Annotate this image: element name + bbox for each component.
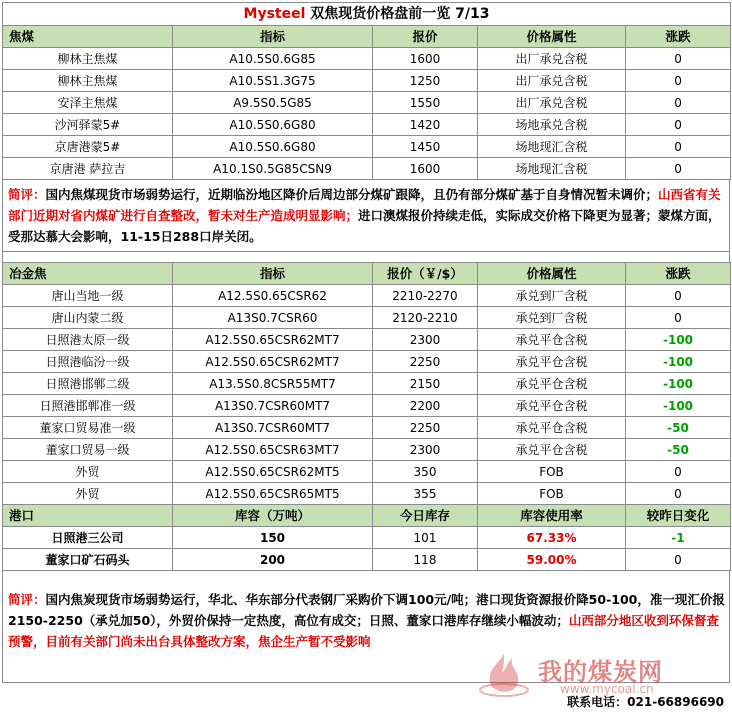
- coal-table-body: [3, 48, 731, 180]
- coal-header-row: [3, 26, 731, 48]
- coke-cell-price-type: 承兑平仓含税: [478, 395, 626, 417]
- port-comment-label: 简评：: [8, 592, 46, 607]
- coal-cell-price-type: 场地承兑含税: [478, 114, 626, 136]
- port-header-usage: 库容使用率: [478, 505, 626, 527]
- coke-cell-price-type: 承兑平仓含税: [478, 351, 626, 373]
- coke-cell-price: 2250: [373, 417, 478, 439]
- watermark-text: 我的煤炭网: [538, 658, 663, 686]
- coke-row: [3, 307, 731, 329]
- coke-row: [3, 461, 731, 483]
- coke-cell-price-type: 承兑平仓含税: [478, 373, 626, 395]
- coke-table: [2, 262, 731, 571]
- coal-row: [3, 70, 731, 92]
- coke-row: [3, 285, 731, 307]
- title-text: 双焦现货价格盘前一览 7/13: [305, 6, 490, 22]
- coal-cell-change: 0: [626, 48, 731, 70]
- coke-cell-name: 日照港邯郸准一级: [3, 395, 173, 417]
- coke-cell-spec: A12.5S0.65CSR62: [173, 285, 373, 307]
- coke-header-name: 冶金焦: [3, 263, 173, 285]
- brand-name: Mysteel: [243, 6, 306, 22]
- coal-cell-spec: A10.5S1.3G75: [173, 70, 373, 92]
- port-cell-usage: 59.00%: [478, 549, 626, 571]
- coal-cell-spec: A9.5S0.5G85: [173, 92, 373, 114]
- coke-header-price: 报价（￥/$）: [373, 263, 478, 285]
- coke-cell-change: 0: [626, 483, 731, 505]
- coal-cell-name: 沙河驿蒙5#: [3, 114, 173, 136]
- coal-cell-name: 京唐港蒙5#: [3, 136, 173, 158]
- coal-row: [3, 114, 731, 136]
- port-cell-stock: 101: [373, 527, 478, 549]
- coke-cell-change: 0: [626, 285, 731, 307]
- coke-cell-spec: A12.5S0.65CSR62MT7: [173, 329, 373, 351]
- coal-cell-change: 0: [626, 70, 731, 92]
- coke-cell-spec: A12.5S0.65CSR62MT5: [173, 461, 373, 483]
- coke-cell-name: 外贸: [3, 461, 173, 483]
- coal-header-spec: 指标: [173, 26, 373, 48]
- port-cell-capacity: 150: [173, 527, 373, 549]
- coal-cell-change: 0: [626, 92, 731, 114]
- coal-comment: [2, 180, 730, 252]
- coke-cell-spec: A12.5S0.65CSR65MT5: [173, 483, 373, 505]
- port-cell-change: 0: [626, 549, 731, 571]
- coke-cell-price-type: 承兑平仓含税: [478, 439, 626, 461]
- coke-row: [3, 329, 731, 351]
- coal-cell-price: 1450: [373, 136, 478, 158]
- coke-cell-change: -100: [626, 329, 731, 351]
- contact-phone: 联系电话：021-66896690: [567, 695, 724, 709]
- port-cell-port: 日照港三公司: [3, 527, 173, 549]
- coke-cell-name: 日照港邯郸二级: [3, 373, 173, 395]
- coke-row: [3, 351, 731, 373]
- coal-cell-spec: A10.5S0.6G80: [173, 114, 373, 136]
- section-gap: [2, 252, 730, 262]
- coal-cell-price: 1600: [373, 48, 478, 70]
- coke-cell-change: 0: [626, 461, 731, 483]
- coke-cell-price: 2210-2270: [373, 285, 478, 307]
- coal-row: [3, 136, 731, 158]
- coke-table-body: [3, 285, 731, 505]
- coal-cell-price: 1550: [373, 92, 478, 114]
- coke-cell-change: -100: [626, 395, 731, 417]
- coal-cell-change: 0: [626, 114, 731, 136]
- coke-header-price-type: 价格属性: [478, 263, 626, 285]
- coal-cell-price-type: 出厂承兑含税: [478, 70, 626, 92]
- coke-cell-name: 日照港太原一级: [3, 329, 173, 351]
- coal-cell-name: 柳林主焦煤: [3, 48, 173, 70]
- port-row: [3, 527, 731, 549]
- coke-cell-change: -50: [626, 439, 731, 461]
- coke-cell-price: 2300: [373, 329, 478, 351]
- title-row: [3, 3, 731, 26]
- coal-comment-part1: 国内焦煤现货市场弱势运行，近期临汾地区降价后周边部分煤矿跟降，且仍有部分煤矿基于自身情况暂未调价；: [45, 187, 659, 202]
- coke-row: [3, 439, 731, 461]
- coke-cell-spec: A13S0.7CSR60MT7: [173, 417, 373, 439]
- coke-cell-change: -100: [626, 351, 731, 373]
- flame-logo-icon: [476, 650, 532, 700]
- coke-cell-price-type: 承兑到厂含税: [478, 285, 626, 307]
- coal-cell-change: 0: [626, 136, 731, 158]
- coal-row: [3, 92, 731, 114]
- coke-header-change: 涨跌: [626, 263, 731, 285]
- coke-cell-change: 0: [626, 307, 731, 329]
- coke-header-row: [3, 263, 731, 285]
- port-header-capacity: 库容（万吨）: [173, 505, 373, 527]
- section-gap-2: [2, 571, 730, 585]
- port-header-row: [3, 505, 731, 527]
- port-header-stock: 今日库存: [373, 505, 478, 527]
- coal-cell-name: 安泽主焦煤: [3, 92, 173, 114]
- coal-comment-part3: 进口澳煤报价持续走低，实际成交价格下降更为显著；蒙煤方面，受那达慕大会影响，11-15日288口岸关闭。: [8, 208, 721, 244]
- port-cell-capacity: 200: [173, 549, 373, 571]
- coke-cell-name: 唐山内蒙二级: [3, 307, 173, 329]
- coke-row: [3, 395, 731, 417]
- port-header-change: 较昨日变化: [626, 505, 731, 527]
- coke-cell-price: 2300: [373, 439, 478, 461]
- coke-cell-name: 董家口贸易一级: [3, 439, 173, 461]
- port-cell-usage: 67.33%: [478, 527, 626, 549]
- coke-cell-spec: A13S0.7CSR60MT7: [173, 395, 373, 417]
- coal-header-name: 焦煤: [3, 26, 173, 48]
- page-title: [3, 3, 731, 26]
- coke-cell-price: 2250: [373, 351, 478, 373]
- coke-cell-price-type: FOB: [478, 461, 626, 483]
- port-table-body: [3, 527, 731, 571]
- coke-cell-spec: A12.5S0.65CSR63MT7: [173, 439, 373, 461]
- coke-cell-price: 2120-2210: [373, 307, 478, 329]
- coal-comment-label: 简评：: [8, 187, 46, 202]
- coke-cell-price: 2200: [373, 395, 478, 417]
- coke-cell-spec: A12.5S0.65CSR62MT7: [173, 351, 373, 373]
- coke-cell-change: -100: [626, 373, 731, 395]
- coal-cell-price-type: 出厂承兑含税: [478, 48, 626, 70]
- coal-cell-price: 1600: [373, 158, 478, 180]
- coal-header-price: 报价: [373, 26, 478, 48]
- coke-cell-spec: A13S0.7CSR60: [173, 307, 373, 329]
- port-comment-highlight: 山西部分地区收到环保督查预警，目前有关部门尚未出台具体整改方案，焦企生产暂不受影响: [8, 613, 719, 649]
- coke-cell-spec: A13.5S0.8CSR55MT7: [173, 373, 373, 395]
- coal-cell-spec: A10.1S0.5G85CSN9: [173, 158, 373, 180]
- port-comment-part1: 国内焦炭现货市场弱势运行，华北、华东部分代表钢厂采购价下调100元/吨；港口现货资源报价降50-100，准一现汇价报2150-2250（承兑加50），外贸价保持一定热度，高位有成交；日照、董家口港库存继续小幅波动；: [8, 592, 725, 628]
- port-cell-stock: 118: [373, 549, 478, 571]
- coke-cell-change: -50: [626, 417, 731, 439]
- coal-cell-price-type: 场地现汇含税: [478, 136, 626, 158]
- coke-row: [3, 417, 731, 439]
- coal-cell-price: 1250: [373, 70, 478, 92]
- coal-row: [3, 158, 731, 180]
- coal-cell-spec: A10.5S0.6G85: [173, 48, 373, 70]
- coal-cell-price-type: 场地现汇含税: [478, 158, 626, 180]
- coal-cell-name: 柳林主焦煤: [3, 70, 173, 92]
- coal-cell-name: 京唐港 萨拉吉: [3, 158, 173, 180]
- coke-cell-name: 唐山当地一级: [3, 285, 173, 307]
- coke-cell-price: 2150: [373, 373, 478, 395]
- port-cell-change: -1: [626, 527, 731, 549]
- coal-cell-price-type: 出厂承兑含税: [478, 92, 626, 114]
- coal-cell-change: 0: [626, 158, 731, 180]
- port-cell-port: 董家口矿石码头: [3, 549, 173, 571]
- coal-cell-price: 1420: [373, 114, 478, 136]
- coal-row: [3, 48, 731, 70]
- coal-cell-spec: A10.5S0.6G80: [173, 136, 373, 158]
- coal-header-change: 涨跌: [626, 26, 731, 48]
- coke-row: [3, 373, 731, 395]
- port-row: [3, 549, 731, 571]
- coke-row: [3, 483, 731, 505]
- coke-cell-price-type: FOB: [478, 483, 626, 505]
- coke-cell-name: 董家口贸易准一级: [3, 417, 173, 439]
- coke-cell-price-type: 承兑平仓含税: [478, 417, 626, 439]
- coke-cell-name: 日照港临汾一级: [3, 351, 173, 373]
- port-header-port: 港口: [3, 505, 173, 527]
- price-sheet: [2, 2, 730, 683]
- coal-comment-highlight: 山西省有关部门近期对省内煤矿进行自查整改，暂未对生产造成明显影响；: [8, 187, 721, 223]
- coke-cell-price-type: 承兑平仓含税: [478, 329, 626, 351]
- coke-cell-price-type: 承兑到厂含税: [478, 307, 626, 329]
- watermark-url: www.mycoal.cn: [560, 682, 654, 696]
- coal-header-price-type: 价格属性: [478, 26, 626, 48]
- coke-cell-price: 355: [373, 483, 478, 505]
- coke-cell-price: 350: [373, 461, 478, 483]
- coke-header-spec: 指标: [173, 263, 373, 285]
- coal-table: [2, 2, 731, 180]
- coke-cell-name: 外贸: [3, 483, 173, 505]
